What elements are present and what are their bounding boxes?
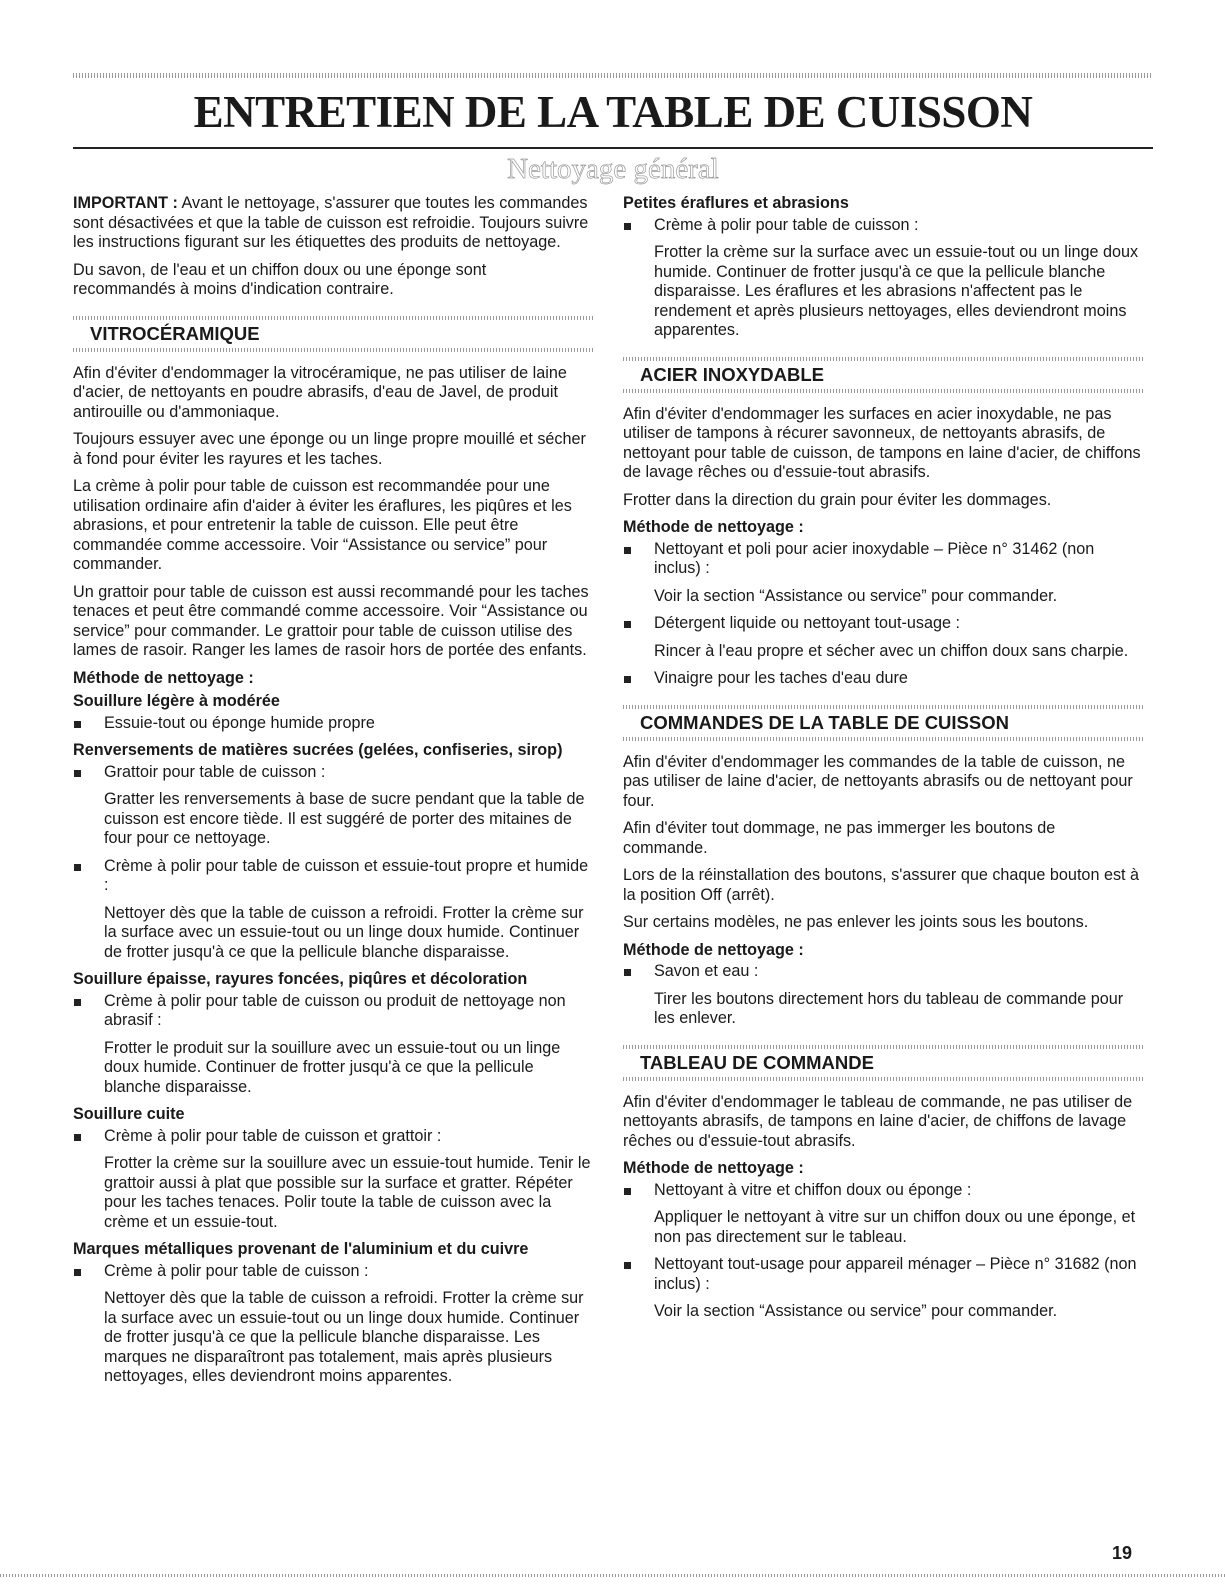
method-heading: Méthode de nettoyage : — [623, 518, 804, 536]
list-item: Crème à polir pour table de cuisson ou produit de nettoyage non abrasif : — [73, 992, 593, 1031]
list-item: Nettoyant et poli pour acier inoxydable – Pièce n° 31462 (non inclus) : — [623, 540, 1143, 579]
important-label: IMPORTANT : — [73, 194, 178, 212]
vitro-paragraph: Un grattoir pour table de cuisson est aussi recommandé pour les taches tenaces et peut être commandé comme accessoire. Voir “Assistance ou service” pour commander. Le grattoir pour table de cuisson utilise des lames de rasoir. Ranger les lames de rasoir hors de portée des enfants. — [73, 582, 589, 659]
list-item-detail: Frotter le produit sur la souillure avec un essuie-tout ou un linge doux humide. Continuer de frotter jusqu'à ce que la pellicule blanche disparaisse. — [104, 1038, 561, 1096]
vitro-paragraph: Afin d'éviter d'endommager la vitrocéramique, ne pas utiliser de laine d'acier, de nettoyants en poudre abrasifs, d'eau de Javel, de produit antirouille ou d'ammoniaque. — [73, 363, 567, 421]
light-soil-heading: Souillure légère à modérée — [73, 692, 280, 710]
method-heading: Méthode de nettoyage : — [623, 940, 804, 959]
list-item: Crème à polir pour table de cuisson et grattoir : — [73, 1127, 593, 1147]
intro-soap: Du savon, de l'eau et un chiffon doux ou une éponge sont recommandés à moins d'indication contraire. — [73, 260, 487, 298]
right-column — [623, 194, 1143, 1330]
controls-paragraph: Afin d'éviter d'endommager les commandes de la table de cuisson, ne pas utiliser de laine d'acier, de nettoyants abrasifs ou de nettoyant pour four. — [623, 752, 1133, 810]
list-item: Crème à polir pour table de cuisson : — [623, 216, 1143, 236]
intro-important: IMPORTANT : Avant le nettoyage, s'assurer que toutes les commandes sont désactivées et que la table de cuisson est refroidie. Toujours suivre les instructions figurant sur les étiquettes des produits de nettoyage. — [73, 194, 589, 251]
list-item-detail: Gratter les renversements à base de sucre pendant que la table de cuisson est encore tiède. Il est suggéré de porter des mitaines de four pour ce nettoyage. — [104, 790, 585, 847]
list-item: Nettoyant tout-usage pour appareil ménager – Pièce n° 31682 (non inclus) : — [623, 1255, 1143, 1294]
section-title: Nettoyage général — [507, 153, 719, 185]
left-column — [73, 194, 593, 1395]
controls-paragraph: Lors de la réinstallation des boutons, s'assurer que chaque bouton est à la position Off (arrêt). — [623, 866, 1140, 904]
list-item: Savon et eau : — [623, 962, 1143, 982]
title-rule — [73, 147, 1153, 149]
list-item-detail: Frotter la crème sur la surface avec un essuie-tout ou un linge doux humide. Continuer de frotter jusqu'à ce que la pellicule blanche disparaisse. Les éraflures et les abrasions n'affectent pas le rendement et après plusieurs nettoyages, elles deviendront moins apparentes. — [654, 243, 1139, 339]
stainless-steel-header: ACIER INOXYDABLE — [623, 357, 1143, 393]
controls-paragraph: Sur certains modèles, ne pas enlever les joints sous les boutons. — [623, 913, 1089, 931]
controls-paragraph: Afin d'éviter tout dommage, ne pas immerger les boutons de commande. — [623, 819, 1056, 857]
bottom-hatch-rule — [0, 1574, 1225, 1577]
list-item-detail: Frotter la crème sur la souillure avec un essuie-tout humide. Tenir le grattoir aussi à plat que possible sur la surface et gratter. Répéter pour les taches tenaces. Polir toute la table de cuisson avec la crème et un essuie-tout. — [104, 1154, 591, 1231]
list-item: Crème à polir pour table de cuisson : — [73, 1262, 593, 1282]
list-item-detail: Appliquer le nettoyant à vitre sur un chiffon doux ou une éponge, et non pas directement sur le tableau. — [654, 1208, 1136, 1246]
cooktop-controls-header: COMMANDES DE LA TABLE DE CUISSON — [623, 705, 1143, 741]
panel-paragraph: Afin d'éviter d'endommager le tableau de commande, ne pas utiliser de nettoyants abrasifs, de tampons en laine d'acier, de chiffons de lavage rêches ou d'essuie-tout abrasifs. — [623, 1092, 1133, 1150]
vitro-paragraph: La crème à polir pour table de cuisson est recommandée pour une utilisation ordinaire afin d'aider à éviter les éraflures, les piqûres et les abrasions, et pour entretenir la table de cuisson. Elle peut être commandée comme accessoire. Voir “Assistance ou service” pour commander. — [73, 477, 572, 573]
list-item-detail: Nettoyer dès que la table de cuisson a refroidi. Frotter la crème sur la surface avec un essuie-tout ou un linge doux humide. Continuer de frotter jusqu'à ce que la pellicule blanche disparaisse. Les marques ne disparaîtront pas totalement, mais après plusieurs nettoyages, elles deviendront moins apparentes. — [104, 1289, 584, 1385]
page-title: ENTRETIEN DE LA TABLE DE CUISSON — [193, 87, 1033, 137]
list-item: Crème à polir pour table de cuisson et essuie-tout propre et humide : — [73, 857, 593, 896]
list-item: Vinaigre pour les taches d'eau dure — [623, 669, 1143, 689]
list-item: Essuie-tout ou éponge humide propre — [73, 714, 593, 734]
list-item-detail: Voir la section “Assistance ou service” pour commander. — [654, 586, 1058, 605]
method-heading: Méthode de nettoyage : — [73, 668, 254, 687]
control-panel-header: TABLEAU DE COMMANDE — [623, 1045, 1143, 1081]
list-item: Nettoyant à vitre et chiffon doux ou éponge : — [623, 1181, 1143, 1201]
list-item-detail: Rincer à l'eau propre et sécher avec un chiffon doux sans charpie. — [654, 641, 1129, 660]
list-item-detail: Tirer les boutons directement hors du tableau de commande pour les enlever. — [654, 989, 1124, 1027]
heavy-soil-heading: Souillure épaisse, rayures foncées, piqûres et décoloration — [73, 970, 528, 988]
burnt-soil-heading: Souillure cuite — [73, 1105, 185, 1123]
page-number: 19 — [1112, 1543, 1133, 1563]
list-item-detail: Nettoyer dès que la table de cuisson a refroidi. Frotter la crème sur la surface avec un essuie-tout ou un linge doux humide. Continuer de frotter jusqu'à ce que la pellicule blanche disparaisse. — [104, 903, 584, 961]
sugar-spill-heading: Renversements de matières sucrées (gelées, confiseries, sirop) — [73, 741, 563, 759]
vitro-paragraph: Toujours essuyer avec une éponge ou un linge propre mouillé et sécher à fond pour éviter les rayures et les taches. — [73, 430, 586, 468]
steel-paragraph: Afin d'éviter d'endommager les surfaces en acier inoxydable, ne pas utiliser de tampons à récurer savonneux, de nettoyants abrasifs, de nettoyant pour table de cuisson, de tampons en laine d'acier, de chiffons de lavage rêches ou d'essuie-tout abrasifs. — [623, 404, 1141, 481]
list-item: Détergent liquide ou nettoyant tout-usage : — [623, 614, 1143, 634]
scratch-heading: Petites éraflures et abrasions — [623, 194, 849, 212]
list-item-detail: Voir la section “Assistance ou service” pour commander. — [654, 1302, 1058, 1320]
vitroceramique-header: VITROCÉRAMIQUE — [73, 316, 593, 352]
metal-marks-heading: Marques métalliques provenant de l'aluminium et du cuivre — [73, 1240, 529, 1258]
method-heading: Méthode de nettoyage : — [623, 1159, 804, 1177]
list-item: Grattoir pour table de cuisson : — [73, 763, 593, 783]
steel-paragraph: Frotter dans la direction du grain pour éviter les dommages. — [623, 490, 1052, 509]
top-hatch-rule — [73, 73, 1153, 78]
